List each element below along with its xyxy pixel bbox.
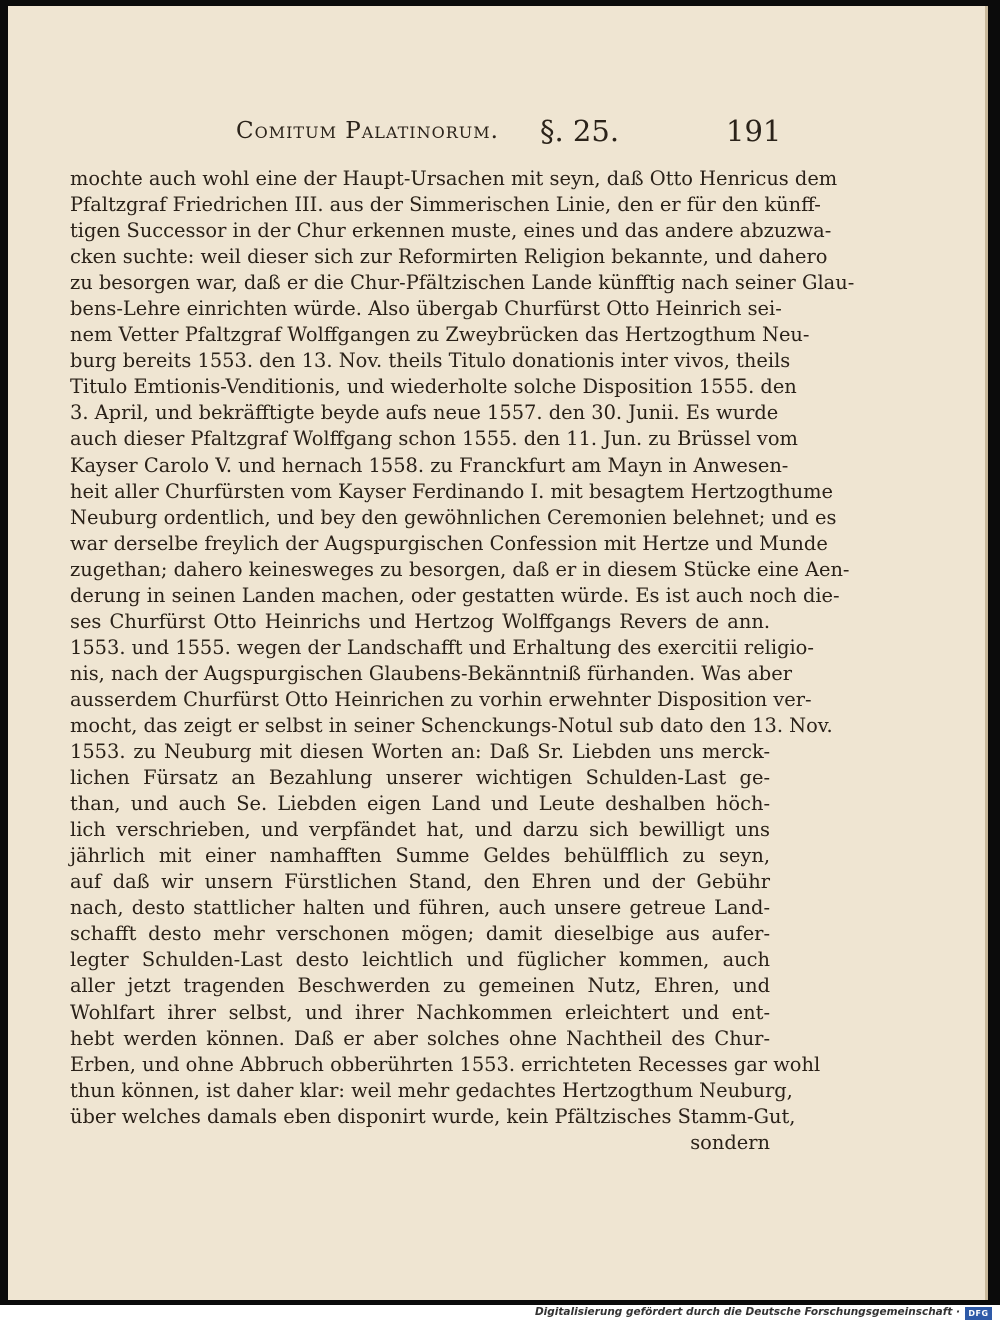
text-line: nach, desto stattlicher halten und führen, auch unsere getreue Land-: [70, 896, 770, 920]
running-title: Comitum Palatinorum.: [236, 118, 499, 144]
text-line: hebt werden können. Daß er aber solches ohne Nachtheil des Chur-: [70, 1026, 770, 1050]
text-line: über welches damals eben disponirt wurde, kein Pfältzisches Stamm-Gut,: [70, 1104, 796, 1128]
text-line: thun können, ist daher klar: weil mehr gedachtes Hertzogthum Neuburg,: [70, 1078, 793, 1102]
text-line: tigen Successor in der Chur erkennen muste, eines und das andere abzuzwa-: [70, 219, 832, 243]
text-line: nis, nach der Augspurgischen Glaubens-Bekänntniß fürhanden. Was aber: [70, 661, 792, 685]
text-line: zugethan; dahero keinesweges zu besorgen, daß er in diesem Stücke eine Aen-: [70, 557, 850, 581]
book-page: [8, 6, 988, 1300]
text-line: Wohlfart ihrer selbst, und ihrer Nachkommen erleichtert und ent-: [70, 1000, 770, 1024]
text-line: Titulo Emtionis-Venditionis, und wiederholte solche Disposition 1555. den: [70, 375, 797, 399]
text-line: 3. April, und bekräfftigte beyde aufs neue 1557. den 30. Junii. Es wurde: [70, 401, 779, 425]
text-line: cken suchte: weil dieser sich zur Reformirten Religion bekannte, und dahero: [70, 245, 828, 269]
text-line: lich verschrieben, und verpfändet hat, und darzu sich bewilligt uns: [70, 818, 770, 842]
text-line: auch dieser Pfaltzgraf Wolffgang schon 1555. den 11. Jun. zu Brüssel vom: [70, 427, 798, 451]
dfg-logo-icon: DFG: [965, 1307, 992, 1320]
text-line: schafft desto mehr verschonen mögen; damit dieselbige aus aufer-: [70, 922, 770, 946]
text-line: Kayser Carolo V. und hernach 1558. zu Franckfurt am Mayn in Anwesen-: [70, 453, 789, 477]
text-line: mochte auch wohl eine der Haupt-Ursachen mit seyn, daß Otto Henricus dem: [70, 167, 838, 190]
page-header: [8, 114, 985, 154]
text-line: Pfaltzgraf Friedrichen III. aus der Simmerischen Linie, den er für den künff-: [70, 193, 821, 217]
section-number: §. 25.: [540, 114, 620, 148]
text-line: Neuburg ordentlich, und bey den gewöhnlichen Ceremonien belehnet; und es: [70, 505, 837, 529]
text-line: lichen Fürsatz an Bezahlung unserer wichtigen Schulden-Last ge-: [70, 766, 770, 790]
text-line: nem Vetter Pfaltzgraf Wolffgangen zu Zweybrücken das Hertzogthum Neu-: [70, 323, 810, 347]
text-line: sondern: [690, 1130, 770, 1154]
text-line: zu besorgen war, daß er die Chur-Pfältzischen Lande künfftig nach seiner Glau-: [70, 271, 855, 295]
text-line: mocht, das zeigt er selbst in seiner Schenckungs-Notul sub dato den 13. Nov.: [70, 713, 833, 737]
text-line: 1553. und 1555. wegen der Landschafft und Erhaltung des exercitii religio-: [70, 635, 814, 659]
text-line: 1553. zu Neuburg mit diesen Worten an: Daß Sr. Liebden uns merck-: [70, 740, 770, 764]
page-number: 191: [726, 114, 782, 148]
text-line: legter Schulden-Last desto leichtlich und füglicher kommen, auch: [70, 948, 770, 972]
text-line: ses Churfürst Otto Heinrichs und Hertzog Wolffgangs Revers de ann.: [70, 609, 770, 633]
footer-bar: [0, 1305, 1000, 1323]
text-line: auf daß wir unsern Fürstlichen Stand, den Ehren und der Gebühr: [70, 870, 770, 894]
text-line: than, und auch Se. Liebden eigen Land und Leute deshalben höch-: [70, 792, 770, 816]
text-line: heit aller Churfürsten vom Kayser Ferdinando I. mit besagtem Hertzogthume: [70, 479, 834, 503]
text-line: bens-Lehre einrichten würde. Also übergab Churfürst Otto Heinrich sei-: [70, 297, 782, 321]
text-line: jährlich mit einer namhafften Summe Geldes behülfflich zu seyn,: [70, 844, 770, 868]
text-line: aller jetzt tragenden Beschwerden zu gemeinen Nutz, Ehren, und: [70, 974, 770, 998]
text-line: war derselbe freylich der Augspurgischen Confession mit Hertze und Munde: [70, 531, 828, 555]
text-line: ausserdem Churfürst Otto Heinrichen zu vorhin erwehnter Disposition ver-: [70, 687, 812, 711]
text-line: derung in seinen Landen machen, oder gestatten würde. Es ist auch noch die-: [70, 583, 840, 607]
body-text: [70, 166, 855, 1156]
text-line: burg bereits 1553. den 13. Nov. theils Titulo donationis inter vivos, theils: [70, 349, 791, 373]
text-line: Erben, und ohne Abbruch obberührten 1553. errichteten Recesses gar wohl: [70, 1052, 821, 1076]
funding-credit: Digitalisierung gefördert durch die Deutsche Forschungsgemeinschaft ·: [534, 1306, 960, 1318]
